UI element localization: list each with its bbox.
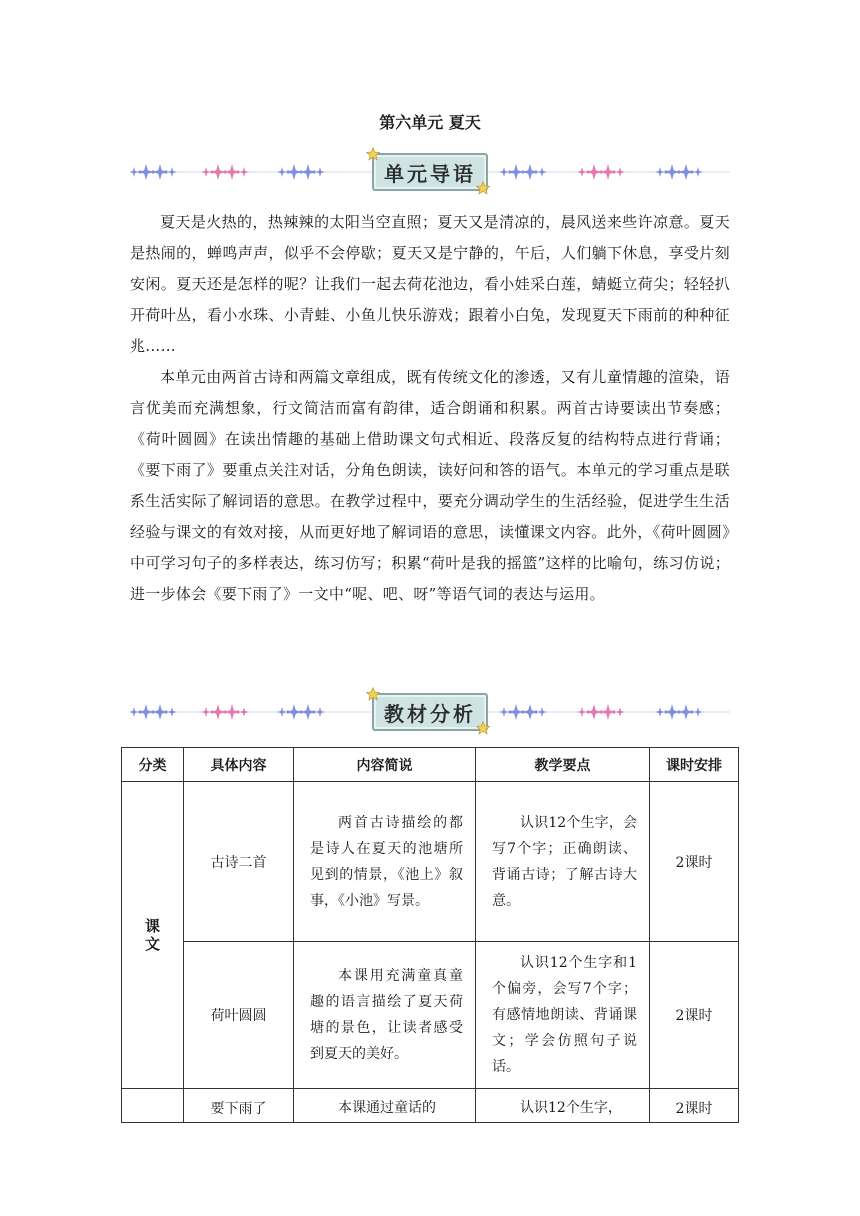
description-text: 两首古诗描绘的都是诗人在夏天的池塘所见到的情景，《池上》叙事，《小池》写景。	[310, 814, 463, 909]
banner-plaque	[372, 693, 488, 731]
intro-paragraph-2: 本单元由两首古诗和两篇文章组成，既有传统文化的渗透，又有儿童情趣的渲染，语言优美而充满想象，行文简洁而富有韵律，适合朗诵和积累。两首古诗要读出节奏感；《荷叶圆圆》在读出情趣的基础上借助课文句式相近、段落反复的结构特点进行背诵；《要下雨了》要重点关注对话，分角色朗读，读好问和答的语气。本单元的学习重点是联系生活实际了解词语的意思。在教学过程中，要充分调动学生的生活经验，促进学生生活经验与课文的有效对接，从而更好地了解词语的意思，读懂课文内容。此外，《荷叶圆圆》中可学习句子的多样表达，练习仿写；积累“荷叶是我的摇篮”这样的比喻句，练习仿说；进一步体会《要下雨了》一文中“呢、吧、呀”等语气词的表达与运用。	[130, 368, 730, 603]
banner-label-analysis: 教材分析	[384, 701, 476, 726]
table-row	[122, 782, 739, 942]
teaching-points-text: 认识12个生字，	[520, 1100, 622, 1116]
teaching-points-cell	[476, 1089, 650, 1123]
star-icon	[366, 147, 380, 161]
category-cell	[122, 1089, 184, 1123]
category-label: 课文	[144, 917, 160, 953]
textbook-analysis-table	[121, 747, 739, 1123]
section-banner-analysis	[130, 689, 730, 735]
table-header-row	[122, 748, 739, 782]
teaching-points-text: 认识12个生字，会写7个字；正确朗读、背诵古诗；了解古诗大意。	[492, 814, 637, 909]
column-header: 课时安排	[650, 748, 739, 782]
teaching-points-cell	[476, 942, 650, 1089]
teaching-points-cell	[476, 782, 650, 942]
page-title: 第六单元 夏天	[379, 113, 481, 132]
column-header: 具体内容	[184, 748, 294, 782]
description-text: 本课通过童话的	[338, 1100, 436, 1116]
column-header: 教学要点	[476, 748, 650, 782]
intro-paragraph-1: 夏天是火热的，热辣辣的太阳当空直照；夏天又是清凉的，晨风送来些许凉意。夏天是热闹的，蝉鸣声声，似乎不会停歇；夏天又是宁静的，午后，人们躺下休息，享受片刻安闲。夏天还是怎样的呢？让我们一起去荷花池边，看小娃采白莲，蜻蜓立荷尖；轻轻扒开荷叶丛，看小水珠、小青蛙、小鱼儿快乐游戏；跟着小白兔，发现夏天下雨前的种种征兆……	[130, 213, 730, 355]
lesson-name-cell: 要下雨了	[184, 1089, 294, 1123]
description-cell	[294, 1089, 476, 1123]
lesson-name-cell: 古诗二首	[184, 782, 294, 942]
category-cell	[122, 782, 184, 1089]
star-icon	[476, 721, 490, 735]
description-text: 本课用充满童真童趣的语言描绘了夏天荷塘的景色，让读者感受到夏天的美好。	[310, 968, 463, 1062]
section-banner-intro	[130, 149, 730, 195]
column-header: 分类	[122, 748, 184, 782]
star-icon	[476, 181, 490, 195]
class-hours-cell: 2课时	[650, 782, 739, 942]
star-icon	[366, 687, 380, 701]
column-header: 内容简说	[294, 748, 476, 782]
class-hours-cell: 2课时	[650, 942, 739, 1089]
description-cell	[294, 942, 476, 1089]
class-hours-cell: 2课时	[650, 1089, 739, 1123]
teaching-points-text: 认识12个生字和1个偏旁，会写7个字；有感情地朗读、背诵课文；学会仿照句子说话。	[492, 955, 637, 1075]
banner-label-intro: 单元导语	[384, 161, 476, 186]
description-cell	[294, 782, 476, 942]
banner-plaque	[372, 153, 488, 191]
table-row	[122, 1089, 739, 1123]
unit-intro-text	[130, 207, 730, 610]
lesson-name-cell: 荷叶圆圆	[184, 942, 294, 1089]
table-row	[122, 942, 739, 1089]
